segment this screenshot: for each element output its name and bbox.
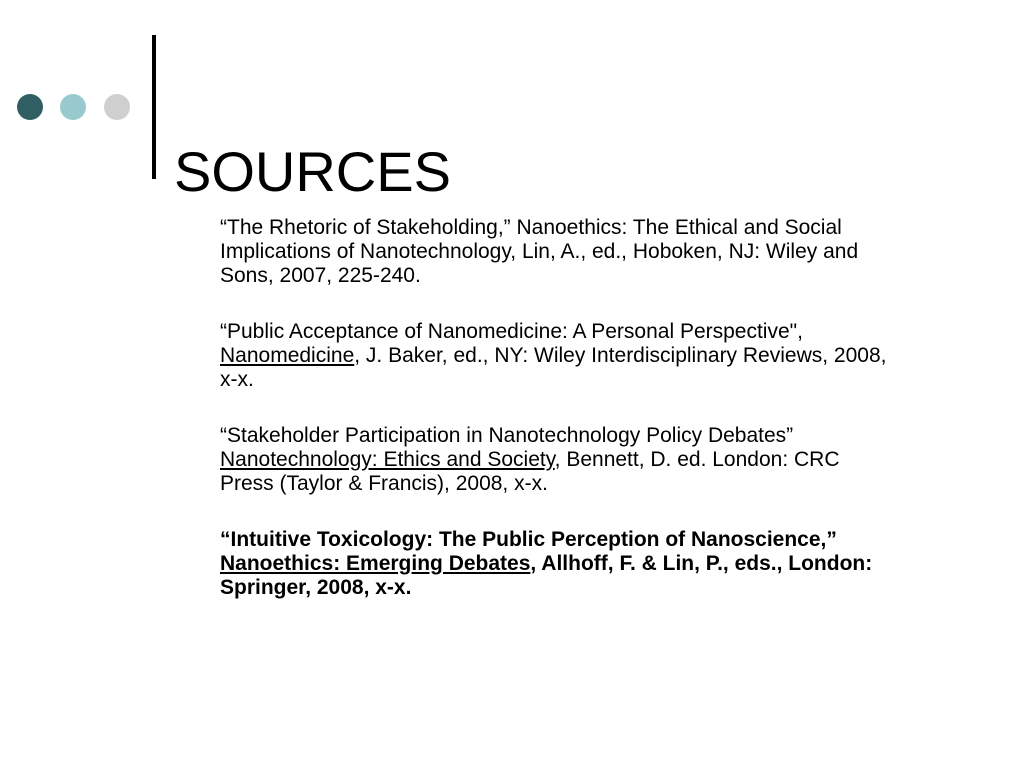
decorative-dot-teal [60, 94, 86, 120]
sources-list [220, 216, 890, 632]
source-entry [220, 320, 890, 392]
source-entry [220, 528, 890, 600]
source-text: , Bennett, D. ed. London: CRC Press (Taylor & Francis), 2008, x-x. [220, 448, 840, 495]
title-divider-line [152, 35, 156, 179]
source-publication-title: Nanotechnology: Ethics and Society [220, 448, 555, 471]
slide-title: SOURCES [174, 140, 451, 203]
source-text: “Stakeholder Participation in Nanotechnology Policy Debates” [220, 424, 794, 447]
source-publication-title: Nanomedicine [220, 344, 355, 367]
decorative-dot-dark [17, 94, 43, 120]
decorative-dot-gray [104, 94, 130, 120]
source-entry [220, 424, 890, 496]
source-entry [220, 216, 890, 288]
source-text: , Allhoff, F. & Lin, P., eds., London: Springer, 2008, x-x. [220, 552, 873, 599]
source-text: “The Rhetoric of Stakeholding,” Nanoethics: The Ethical and Social Implications of Nanotechnology, Lin, A., ed., Hoboken, NJ: Wiley and Sons, 2007, 225-240. [220, 216, 859, 287]
source-text: “Intuitive Toxicology: The Public Perception of Nanoscience,” [220, 528, 837, 551]
source-text: “Public Acceptance of Nanomedicine: A Personal Perspective", [220, 320, 803, 343]
source-text: , J. Baker, ed., NY: Wiley Interdisciplinary Reviews, 2008, x-x. [220, 344, 887, 391]
source-publication-title: Nanoethics: Emerging Debates [220, 552, 531, 575]
